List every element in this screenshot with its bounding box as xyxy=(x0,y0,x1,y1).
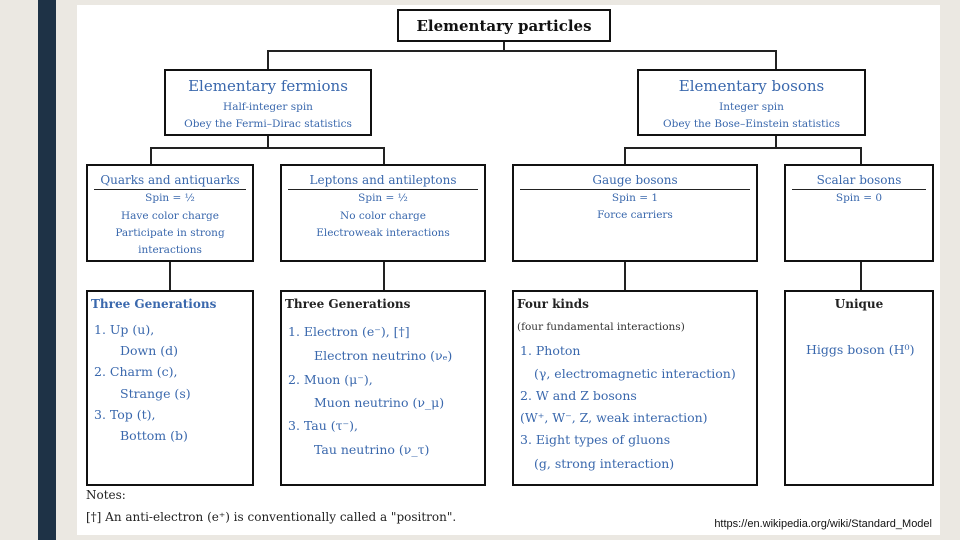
gauge-title: Gauge bosons xyxy=(592,173,678,187)
list-item: Tau neutrino (ν_τ) xyxy=(314,442,430,457)
list-item: 3. Top (t), xyxy=(94,407,156,422)
list-item: 2. Muon (μ⁻), xyxy=(288,372,373,387)
connector xyxy=(624,147,626,164)
bosons-line1: Integer spin xyxy=(719,101,784,113)
lepton-gen-head: Three Generations xyxy=(285,297,411,311)
list-item: Strange (s) xyxy=(120,386,191,401)
list-item: 2. W and Z bosons xyxy=(520,388,637,403)
list-item: 1. Photon xyxy=(520,343,581,358)
leptons-spin: Spin = ½ xyxy=(358,192,408,204)
quark-generations-box xyxy=(86,290,254,486)
gauge-spin: Spin = 1 xyxy=(611,192,659,204)
scalar-spin: Spin = 0 xyxy=(835,192,883,204)
connector xyxy=(624,262,626,290)
connector xyxy=(169,262,171,290)
divider xyxy=(792,189,926,190)
connector xyxy=(383,262,385,290)
quarks-line3: interactions xyxy=(138,244,202,256)
quarks-title: Quarks and antiquarks xyxy=(100,173,240,187)
fermions-line1: Half-integer spin xyxy=(223,101,313,113)
list-item: (g, strong interaction) xyxy=(534,456,675,471)
leptons-title: Leptons and antileptons xyxy=(309,173,457,187)
connector xyxy=(267,50,269,70)
quarks-line2: Participate in strong xyxy=(115,227,225,239)
fermions-line2: Obey the Fermi–Dirac statistics xyxy=(184,118,352,130)
leptons-line1: No color charge xyxy=(340,210,426,222)
gauge-line1: Force carriers xyxy=(597,209,673,221)
divider xyxy=(94,189,246,190)
list-item: Bottom (b) xyxy=(120,428,188,443)
source-link[interactable]: https://en.wikipedia.org/wiki/Standard_Model xyxy=(714,518,932,530)
root-title: Elementary particles xyxy=(416,17,592,35)
unique-head: Unique xyxy=(834,297,884,311)
connector xyxy=(150,147,385,149)
lepton-generations-box xyxy=(280,290,486,486)
notes-text: [†] An anti-electron (e⁺) is conventionally called a "positron". xyxy=(86,510,457,524)
list-item: Muon neutrino (ν_μ) xyxy=(314,395,445,410)
fermions-title: Elementary fermions xyxy=(188,77,348,95)
quarks-box xyxy=(86,164,254,262)
gauge-kinds-box xyxy=(512,290,758,486)
list-item: 1. Electron (e⁻), [†] xyxy=(288,324,410,339)
bosons-box xyxy=(637,69,866,136)
sidebar-bar xyxy=(38,0,56,540)
gauge-kinds-head: Four kinds xyxy=(517,297,589,311)
connector xyxy=(150,147,152,164)
list-item: 2. Charm (c), xyxy=(94,364,178,379)
list-item: Electron neutrino (νₑ) xyxy=(314,348,453,363)
list-item: (W⁺, W⁻, Z, weak interaction) xyxy=(520,410,708,425)
list-item: 3. Eight types of gluons xyxy=(520,432,671,447)
list-item: 1. Up (u), xyxy=(94,322,155,337)
bosons-line2: Obey the Bose–Einstein statistics xyxy=(663,118,840,130)
connector xyxy=(860,147,862,164)
list-item: 3. Tau (τ⁻), xyxy=(288,418,358,433)
fermions-box xyxy=(164,69,372,136)
connector xyxy=(267,50,776,52)
connector xyxy=(860,262,862,290)
unique-box xyxy=(784,290,934,486)
root-box xyxy=(397,9,611,42)
gauge-kinds-sub: (four fundamental interactions) xyxy=(517,321,685,333)
leptons-box xyxy=(280,164,486,262)
list-item: (γ, electromagnetic interaction) xyxy=(534,366,736,381)
list-item: Down (d) xyxy=(120,343,179,358)
quarks-spin: Spin = ½ xyxy=(145,192,195,204)
scalar-box xyxy=(784,164,934,262)
notes-label: Notes: xyxy=(86,488,126,502)
connector xyxy=(624,147,862,149)
divider xyxy=(288,189,478,190)
gauge-box xyxy=(512,164,758,262)
list-item: Higgs boson (H⁰) xyxy=(806,342,915,357)
quarks-line1: Have color charge xyxy=(121,210,219,222)
leptons-line2: Electroweak interactions xyxy=(316,227,450,239)
quark-gen-head: Three Generations xyxy=(91,297,217,311)
scalar-title: Scalar bosons xyxy=(816,173,902,187)
divider xyxy=(520,189,750,190)
connector xyxy=(383,147,385,164)
bosons-title: Elementary bosons xyxy=(678,77,825,95)
connector xyxy=(775,50,777,70)
